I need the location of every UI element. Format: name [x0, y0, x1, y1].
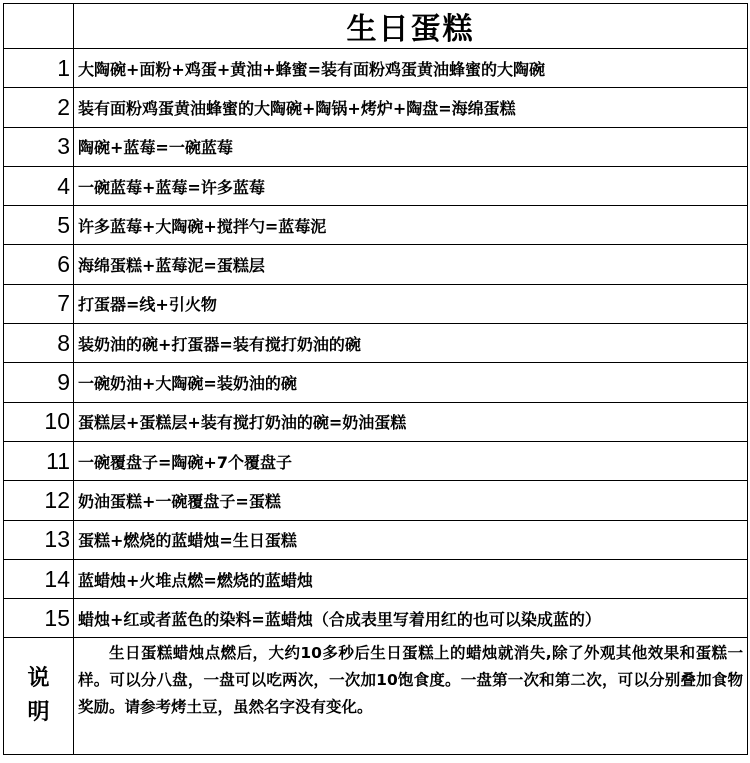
recipe-row — [4, 363, 748, 402]
recipe-number: 2 — [4, 88, 74, 127]
recipe-text: 一碗蓝莓+蓝莓=许多蓝莓 — [74, 166, 748, 205]
recipe-number: 6 — [4, 245, 74, 284]
recipe-number: 4 — [4, 166, 74, 205]
recipe-text: 打蛋器=线+引火物 — [74, 284, 748, 323]
recipe-row — [4, 127, 748, 166]
note-text: 生日蛋糕蜡烛点燃后，大约10多秒后生日蛋糕上的蜡烛就消失,除了外观其他效果和蛋糕一样。可以分八盘，一盘可以吃两次，一次加10饱食度。一盘第一次和第二次，可以分别叠加食物奖励。请参考烤土豆，虽然名字没有变化。 — [74, 638, 748, 755]
recipe-number: 15 — [4, 599, 74, 638]
recipe-text: 蛋糕+燃烧的蓝蜡烛=生日蛋糕 — [74, 520, 748, 559]
recipe-text: 一碗覆盘子=陶碗+7个覆盘子 — [74, 441, 748, 480]
recipe-number: 7 — [4, 284, 74, 323]
recipe-row — [4, 402, 748, 441]
recipe-text: 许多蓝莓+大陶碗+搅拌勺=蓝莓泥 — [74, 206, 748, 245]
recipe-number: 12 — [4, 481, 74, 520]
page-title: 生日蛋糕 — [74, 4, 748, 49]
recipe-number: 1 — [4, 49, 74, 88]
recipe-number: 5 — [4, 206, 74, 245]
note-row — [4, 638, 748, 755]
recipe-text: 装有面粉鸡蛋黄油蜂蜜的大陶碗+陶锅+烤炉+陶盘=海绵蛋糕 — [74, 88, 748, 127]
recipe-number: 9 — [4, 363, 74, 402]
recipe-text: 蓝蜡烛+火堆点燃=燃烧的蓝蜡烛 — [74, 559, 748, 598]
note-label-line: 说 — [27, 666, 50, 692]
recipe-row — [4, 481, 748, 520]
recipe-row — [4, 206, 748, 245]
recipe-text: 大陶碗+面粉+鸡蛋+黄油+蜂蜜=装有面粉鸡蛋黄油蜂蜜的大陶碗 — [74, 49, 748, 88]
recipe-number: 14 — [4, 559, 74, 598]
recipe-row — [4, 441, 748, 480]
recipe-row — [4, 245, 748, 284]
recipe-table-body — [4, 4, 748, 755]
note-label-line: 明 — [27, 700, 50, 726]
recipe-text: 蜡烛+红或者蓝色的染料=蓝蜡烛（合成表里写着用红的也可以染成蓝的） — [74, 599, 748, 638]
recipe-row — [4, 520, 748, 559]
title-corner-cell — [4, 4, 74, 49]
recipe-text: 奶油蛋糕+一碗覆盘子=蛋糕 — [74, 481, 748, 520]
recipe-number: 8 — [4, 324, 74, 363]
recipe-number: 13 — [4, 520, 74, 559]
recipe-row — [4, 284, 748, 323]
recipe-row — [4, 599, 748, 638]
recipe-row — [4, 88, 748, 127]
recipe-row — [4, 49, 748, 88]
recipe-number: 11 — [4, 441, 74, 480]
recipe-number: 3 — [4, 127, 74, 166]
recipe-text: 装奶油的碗+打蛋器=装有搅打奶油的碗 — [74, 324, 748, 363]
recipe-table — [3, 3, 748, 755]
recipe-text: 一碗奶油+大陶碗=装奶油的碗 — [74, 363, 748, 402]
note-label — [4, 638, 74, 755]
recipe-text: 蛋糕层+蛋糕层+装有搅打奶油的碗=奶油蛋糕 — [74, 402, 748, 441]
recipe-row — [4, 559, 748, 598]
recipe-row — [4, 166, 748, 205]
recipe-number: 10 — [4, 402, 74, 441]
recipe-text: 海绵蛋糕+蓝莓泥=蛋糕层 — [74, 245, 748, 284]
title-row — [4, 4, 748, 49]
recipe-row — [4, 324, 748, 363]
recipe-text: 陶碗+蓝莓=一碗蓝莓 — [74, 127, 748, 166]
